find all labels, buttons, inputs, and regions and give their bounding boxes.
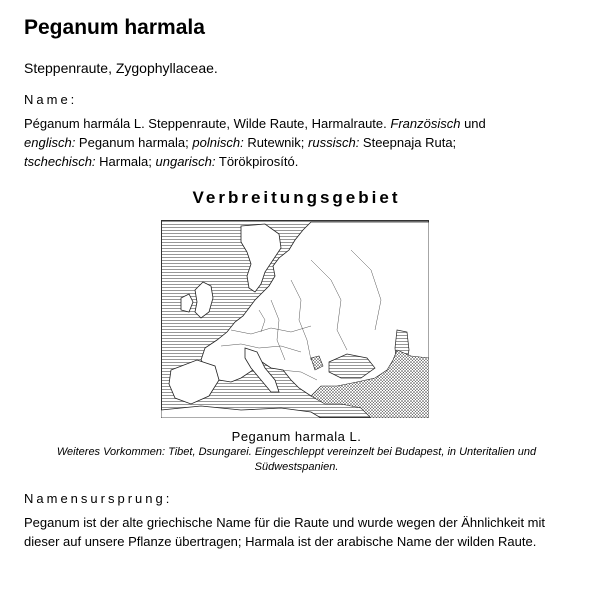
names-cz-label: tschechisch: (24, 154, 96, 169)
map-title: Verbreitungsgebiet (192, 188, 401, 207)
subtitle: Steppenraute, Zygophyllaceae. (24, 60, 218, 76)
names-paragraph (24, 114, 569, 171)
distribution-map (161, 220, 429, 418)
names-ru-value: Steepnaja Ruta; (359, 135, 457, 150)
origin-heading: Namensursprung: (24, 491, 173, 506)
names-fr-label: Französisch (390, 116, 461, 131)
map-caption: Peganum harmala L. (231, 429, 362, 444)
map-note: Weiteres Vorkommen: Tibet, Dsungarei. Eingeschleppt vereinzelt bei Budapest, in Unteritalien und Südwestspanien. (56, 446, 537, 473)
names-heading: Name: (24, 92, 78, 107)
names-hu-label: ungarisch: (155, 154, 216, 169)
names-en-value: Peganum harmala; (75, 135, 193, 150)
names-conj: und (460, 116, 486, 131)
names-cz-value: Harmala; (95, 154, 156, 169)
names-pl-label: polnisch: (192, 135, 244, 150)
page-title: Peganum harmala (24, 16, 205, 39)
origin-paragraph: Peganum ist der alte griechische Name für die Raute und wurde wegen der Ähnlichkeit mit dieser auf unsere Pflanze übertragen; Harmala ist der arabische Name der wilden Raute. (24, 515, 545, 549)
names-en-label: englisch: (24, 135, 76, 150)
names-pl-value: Rutewnik; (243, 135, 309, 150)
names-ru-label: russisch: (308, 135, 360, 150)
names-hu-value: Törökpirosító. (215, 154, 299, 169)
names-main: Péganum harmála L. Steppenraute, Wilde Raute, Harmalraute. (24, 116, 391, 131)
